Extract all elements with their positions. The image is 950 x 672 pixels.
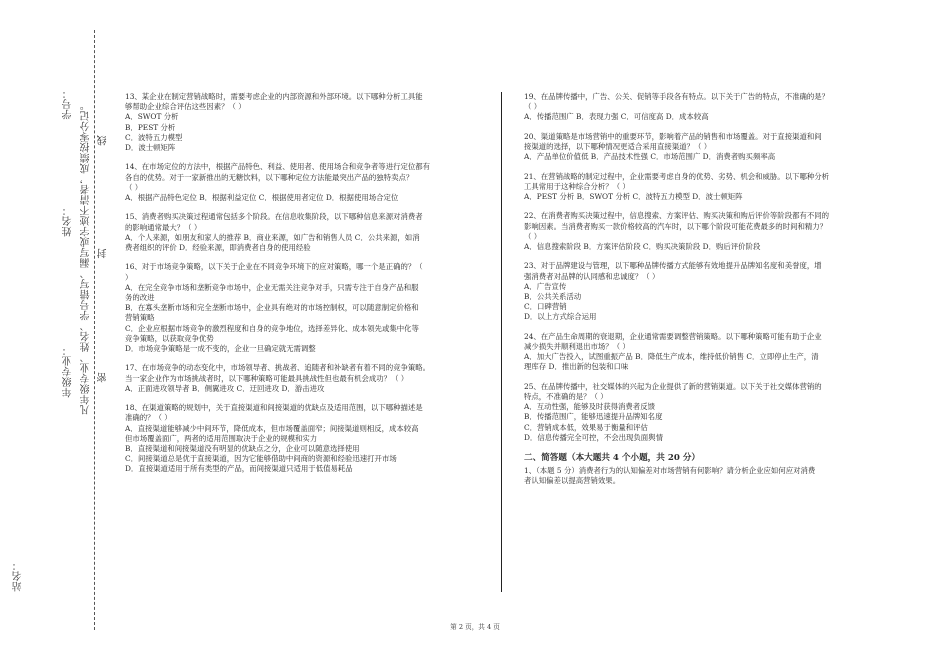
question-stem-line: 25、在品牌传播中，社交媒体的兴起为企业提供了新的营销渠道。以下关于社交媒体营销的 [524,381,822,391]
question-stem-line: 准确的？（ ） [125,413,172,423]
question-block [125,403,497,474]
question-stem-line: 1、（本题 5 分）消费者行为的认知偏差对市场营销有何影响？请分析企业应如何应对消费 [524,466,816,476]
option-line: C．间接渠道总是优于直接渠道，因为它能够借助中间商的资源和经验迅速打开市场 [125,454,397,464]
question-block [524,382,896,443]
option-line: 但市场覆盖面广，两者的适用范围取决于企业的规模和实力 [125,433,318,443]
option-line: A．PEST 分析 B．SWOT 分析 C．波特五力模型 D．波士顿矩阵 [524,192,743,201]
column-divider [501,92,502,592]
option-line: C．口碑营销 [524,302,567,312]
option-line: D．市场竞争策略是一成不变的，企业一旦确定就无需调整 [125,344,316,354]
question-stem-line: 特点，不准确的是？（ ） [524,392,608,401]
question-stem-line: 工具常用于这种综合分析？（ ） [524,181,630,191]
binding-dashed-line [94,30,95,630]
question-stem-line: 的影响通常最大？（ ） [125,222,202,232]
option-line: B．直接渠道和间接渠道没有明显的优缺点之分，企业可以随意选择使用 [125,444,360,454]
question-stem-line: 各自的优势。对于一家新推出的无糖饮料，以下哪种定位方法能最突出产品的独特卖点？ [125,172,414,182]
station-label: 站名： [13,560,24,592]
option-line: D．直接渠道适用于所有类型的产品，而间接渠道只适用于低值易耗品 [125,464,353,474]
question-stem-line: 23、对于品牌建设与管理，以下哪种品牌传播方式能够有效地提升品牌知名度和美誉度，增 [524,261,822,271]
option-line: D．信息传播完全可控，不会出现负面舆情 [524,432,663,442]
option-line: B．PEST 分析 [125,122,176,132]
question-block [125,212,497,253]
seal-mi-char: 密 [98,372,109,383]
option-line: A．根据产品特色定位 B．根据利益定位 C．根据使用者定位 D．根据使用场合定位 [125,193,399,203]
question-stem-line: 16、对于市场竞争策略，以下关于企业在不同竞争环境下的应对策略，哪一个是正确的？（ [125,262,423,272]
question-stem-line: 强消费者对品牌的认同感和忠诚度？（ ） [524,271,660,281]
page-footer: 第 2 页，共 4 页 [450,623,500,631]
binding-margin [0,0,110,672]
option-line: A．互动性强，能够及时获得消费者反馈 [524,402,655,412]
question-stem-line: 影响因素。当消费者购买一款价格较高的汽车时，以下哪个阶段可能花费最多的时间和精力？ [524,221,828,231]
question-stem-line: 当一家企业作为市场挑战者时，以下哪种策略可能最具挑战性但也最有机会成功？（ ） [125,373,409,383]
question-stem-line: 18、在渠道策略的规划中，关于直接渠道和间接渠道的优缺点及适用范围，以下哪种描述是 [125,403,423,413]
question-stem-line: 19、在品牌传播中，广告、公关、促销等手段各有特点。以下关于广告的特点，不准确的是？ [524,92,830,101]
option-line: A．在完全竞争市场和垄断竞争市场中，企业无需关注竞争对手，只需专注于自身产品和服 [125,282,419,292]
question-stem-line: （ ） [524,231,542,241]
option-line: C．波特五力模型 [125,132,183,142]
seal-line-char: 线 [98,135,109,146]
option-line: A．正面进攻领导者 B．侧翼进攻 C．迂回进攻 D．游击进攻 [125,383,325,393]
option-line: D．以上方式综合运用 [524,312,597,322]
question-block [524,332,896,373]
question-block [125,92,497,153]
option-line: D．波士顿矩阵 [125,143,176,153]
option-line: 费者组织的评价 D．经验来源，即消费者自身的使用经验 [125,243,311,253]
option-line: B．传播范围广，能够迅速提升品牌知名度 [524,412,663,422]
binding-notice: 凡年级专业、姓名、学号错写、漏写或字迹不清者，成绩按零分记。 [81,100,92,415]
question-block [524,132,896,163]
question-block [125,162,497,203]
option-line: 营销策略 [125,313,155,323]
seal-feng-char: 封 [98,248,109,259]
option-line: 理库存 D．推出新的包装和口味 [524,362,629,372]
option-line: A．信息搜索阶段 B．方案评估阶段 C．购买决策阶段 D．购后评价阶段 [524,242,761,251]
option-line: A．个人来源，如朋友和家人的推荐 B．商业来源，如广告和销售人员 C．公共来源，如消 [125,232,420,242]
question-stem-line: 20、渠道策略是市场营销中的重要环节，影响着产品的销售和市场覆盖。对于直接渠道和间 [524,131,822,141]
question-stem-line: ） [125,272,133,282]
right-column [524,92,896,487]
option-line: C．企业应根据市场竞争的激烈程度和自身的竞争地位，选择差异化、成本领先或集中化等 [125,323,419,333]
question-stem-line: 17、在市场竞争的动态变化中，市场领导者、挑战者、追随者和补缺者有着不同的竞争策略。 [125,363,431,373]
option-line: A．产品单位价值低 B．产品技术性强 C．市场范围广 D．消费者购买频率高 [524,152,776,162]
question-stem-line: 13、某企业在制定营销战略时，需要考虑企业的内部资源和外部环境。以下哪种分析工具能 [125,92,423,101]
option-line: C．营销成本低，效果易于衡量和评估 [524,422,648,432]
option-line: A．传播范围广 B．表现力强 C．可信度高 D．成本较高 [524,112,709,122]
question-block [125,363,497,394]
short-answer-question [524,466,896,486]
question-block [524,261,896,322]
option-line: A．直接渠道能够减少中间环节，降低成本，但市场覆盖面窄；间接渠道则相反，成本较高 [125,423,419,433]
question-stem-line: 22、在消费者购买决策过程中，信息搜索、方案评估、购买决策和购后评价等阶段都有不同的 [524,211,830,221]
option-line: A．加大广告投入，试图重振产品 B．降低生产成本，维持低价销售 C．立即停止生产，清 [524,352,819,362]
question-stem-line: 够帮助企业综合评估这些因素？（ ） [125,102,246,112]
option-line: A．SWOT 分析 [125,112,179,122]
question-block [524,172,896,203]
question-stem-line: 14、在市场定位的方法中，根据产品特色、利益、使用者、使用场合和竞争者等进行定位都有 [125,162,431,172]
left-column [125,92,497,484]
option-line: B．公共关系活动 [524,292,582,301]
option-line: A．广告宣传 [524,281,567,291]
question-stem-line: 减少损失并顺利退出市场？（ ） [524,342,630,351]
grade-major-label: 年级专业： [63,345,74,398]
name-label: 姓名： [63,205,74,237]
question-block [524,92,896,123]
question-stem-line: 15、消费者购买决策过程通常包括多个阶段。在信息收集阶段，以下哪种信息来源对消费者 [125,212,423,222]
question-stem-line: 21、在营销战略的制定过程中，企业需要考虑自身的优势、劣势、机会和威胁。以下哪种分析 [524,171,830,181]
option-line: 务的改进 [125,293,155,303]
student-id-label: 学号： [63,88,74,120]
section-title: 二、简答题（本大题共 4 个小题，共 20 分） [524,453,701,464]
question-stem-line: （ ） [125,182,143,192]
option-line: 竞争策略，以获取竞争优势 [125,333,214,343]
right-questions [524,92,896,443]
question-block [524,211,896,252]
question-stem-line: 者认知偏差以提高营销效果。 [524,476,621,486]
question-block [125,262,497,354]
question-stem-line: （ ） [524,102,542,112]
option-line: B．在寡头垄断市场和完全垄断市场中，企业具有绝对的市场控制权，可以随意制定价格和 [125,303,419,313]
question-stem-line: 接渠道的选择，以下哪种情况更适合采用直接渠道？（ ） [524,142,712,151]
question-stem-line: 24、在产品生命周期的衰退期，企业通常需要调整营销策略。以下哪种策略可能有助于企业 [524,331,822,341]
